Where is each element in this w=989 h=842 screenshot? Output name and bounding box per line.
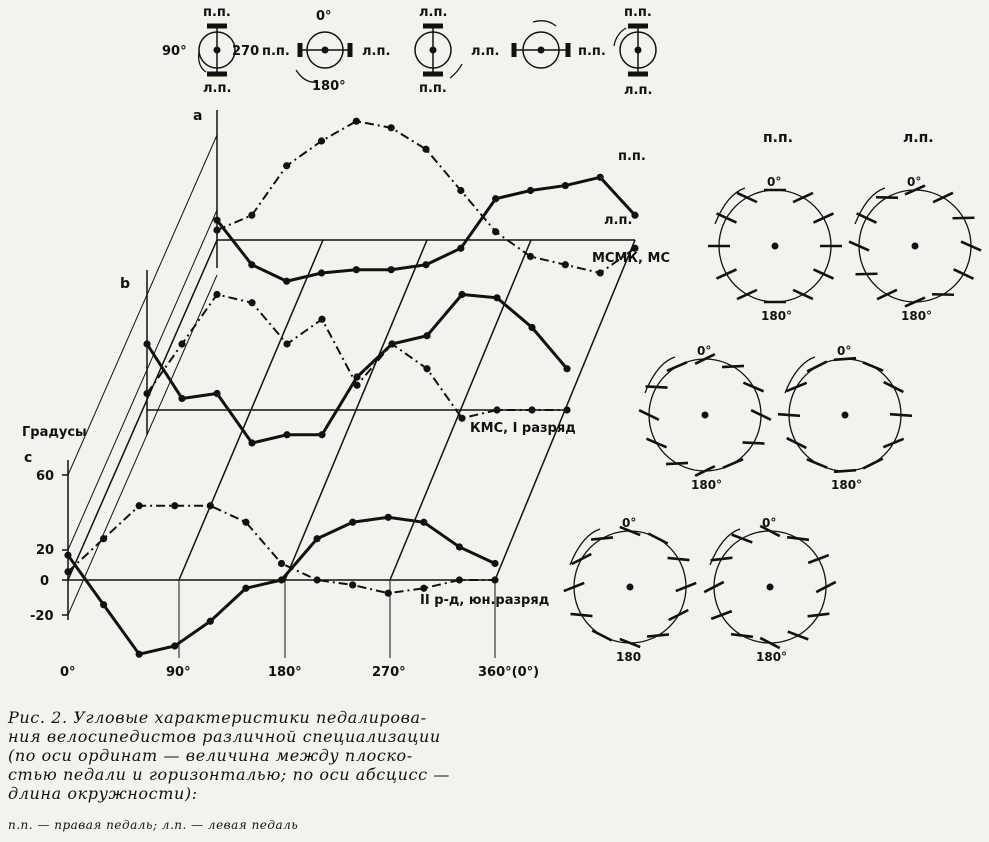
data-point: [213, 217, 220, 224]
data-point: [248, 299, 255, 306]
caption-line: (по оси ординат — величина между плоско-: [8, 746, 413, 765]
circle-pedal-label: л.п.: [903, 130, 934, 146]
chart-frame: [62, 110, 635, 658]
caption-line: Рис. 2. Угловые характеристики педалирова-: [8, 708, 427, 727]
data-point: [100, 535, 107, 542]
pedal-angle-mark: [732, 535, 753, 543]
caption-line: длина окружности):: [8, 784, 198, 803]
pedal-angle-mark: [711, 558, 733, 561]
strip-side-label-lp: л.п.: [362, 44, 391, 59]
pedal-angle-mark: [669, 610, 689, 620]
pedal-angle-mark: [808, 555, 829, 563]
data-point: [493, 294, 500, 301]
pedal-angle-mark: [648, 533, 668, 543]
pedal-circle-center: [767, 584, 774, 591]
data-point: [528, 324, 535, 331]
x-tick-label-0: 0°: [60, 665, 76, 680]
strip-bottom-label-4: л.п.: [624, 83, 653, 98]
panel-label-a: a: [193, 108, 203, 124]
data-point: [385, 590, 392, 597]
pedal-angle-mark: [863, 362, 883, 370]
pedal-angle-mark: [814, 269, 834, 278]
data-point: [388, 340, 395, 347]
pedal-angle-mark: [890, 414, 912, 416]
pedal-angle-mark: [722, 366, 744, 367]
data-point: [171, 502, 178, 509]
pedal-circle-center: [842, 412, 849, 419]
data-point: [458, 415, 465, 422]
strip-bottom-label-1: л.п.: [203, 81, 232, 96]
data-point: [388, 124, 395, 131]
data-point: [318, 137, 325, 144]
pedal-angle-mark: [807, 362, 827, 372]
data-point: [283, 340, 290, 347]
data-point: [353, 373, 360, 380]
pedal-angle-mark: [743, 383, 763, 392]
data-point: [458, 291, 465, 298]
strip-side-label-270: 270: [232, 44, 260, 59]
data-point: [213, 291, 220, 298]
series-layer: [64, 118, 638, 658]
pedal-circle-center: [772, 243, 779, 250]
pedal-angle-mark: [711, 611, 732, 619]
caption-line: ния велосипедистов различной специализации: [8, 727, 441, 746]
pedal-angle-mark: [883, 439, 903, 447]
strip-top-label-2: 0°: [316, 9, 332, 24]
pedal-angle-mark: [953, 218, 975, 219]
data-point: [423, 332, 430, 339]
data-point: [100, 601, 107, 608]
group-label-c: II р-д, юн.разряд: [420, 593, 550, 608]
data-point: [385, 514, 392, 521]
circle-bottom-label: 180°: [691, 478, 723, 492]
y-tick-label-20: 20: [36, 543, 55, 558]
pedal-angle-mark: [856, 274, 878, 275]
circle-top-label: 0°: [767, 175, 782, 189]
data-point: [631, 212, 638, 219]
data-point: [457, 187, 464, 194]
data-point: [349, 519, 356, 526]
data-point: [248, 439, 255, 446]
pedal-angle-mark: [646, 386, 668, 387]
data-point: [242, 585, 249, 592]
data-point: [283, 431, 290, 438]
series-line-c-right: [68, 517, 495, 654]
data-point: [491, 576, 498, 583]
data-point: [422, 146, 429, 153]
pedal-angle-mark: [571, 614, 593, 616]
pedal-angle-mark: [788, 632, 809, 640]
data-point: [456, 543, 463, 550]
pedal-angle-mark: [863, 459, 883, 469]
pedal-circle-center: [627, 584, 634, 591]
data-point: [493, 406, 500, 413]
data-point: [597, 269, 604, 276]
pedal-angle-mark: [723, 459, 743, 468]
pedal-angle-mark: [592, 630, 612, 640]
data-point: [278, 576, 285, 583]
pedal-angle-mark: [787, 537, 809, 540]
data-point: [349, 581, 356, 588]
pedal-angle-mark: [884, 382, 904, 392]
data-point: [207, 502, 214, 509]
circle-bottom-label: 180°: [831, 478, 863, 492]
circle-bottom-label: 180: [616, 650, 642, 664]
pedal-strip-labels: [162, 5, 652, 98]
data-point: [283, 278, 290, 285]
pedal-angle-mark: [954, 269, 974, 278]
caption-legend: п.п. — правая педаль; л.п. — левая педаль: [8, 818, 299, 832]
data-point: [143, 340, 150, 347]
data-point: [313, 535, 320, 542]
data-point: [491, 560, 498, 567]
circle-diagrams: [564, 130, 981, 664]
data-point: [136, 502, 143, 509]
pedal-angle-mark: [932, 294, 954, 295]
circle-bottom-label: 180°: [756, 650, 788, 664]
panel-label-c: c: [24, 450, 33, 466]
data-point: [492, 228, 499, 235]
pedal-angle-mark: [668, 558, 690, 560]
y-tick-label-0: 0: [40, 574, 50, 589]
data-point: [278, 560, 285, 567]
series-label-pp-a: п.п.: [618, 149, 646, 164]
strip-side-label-lp-2: л.п.: [471, 44, 500, 59]
rotation-arrow-icon: [785, 357, 815, 393]
data-point: [492, 195, 499, 202]
data-point: [423, 365, 430, 372]
data-point: [207, 618, 214, 625]
data-point: [64, 552, 71, 559]
series-line-a-left: [217, 121, 635, 273]
strip-side-label-pp-2: п.п.: [578, 44, 606, 59]
data-point: [388, 266, 395, 273]
data-point: [313, 576, 320, 583]
group-label-a: МСМК, МС: [592, 251, 670, 266]
pedal-angle-mark: [807, 459, 827, 467]
pedal-angle-mark: [778, 414, 800, 416]
data-point: [353, 266, 360, 273]
pedal-angle-mark: [731, 634, 753, 637]
data-point: [457, 245, 464, 252]
circle-bottom-label: 180°: [761, 309, 793, 323]
data-point: [563, 406, 570, 413]
data-point: [143, 390, 150, 397]
pedal-angle-mark: [591, 537, 613, 539]
data-point: [318, 431, 325, 438]
strip-top-label-1: п.п.: [203, 5, 231, 20]
data-point: [248, 261, 255, 268]
strip-top-label-4: п.п.: [624, 5, 652, 20]
series-label-lp-a: л.п.: [604, 213, 633, 228]
caption-line: стью педали и горизонталью; по оси абсцисс —: [8, 765, 450, 784]
data-point: [420, 585, 427, 592]
data-point: [527, 187, 534, 194]
pedal-circle-center: [912, 243, 919, 250]
panel-label-b: b: [120, 276, 131, 292]
pedal-angle-mark: [834, 470, 856, 472]
pedal-angle-mark: [834, 358, 856, 360]
data-point: [456, 576, 463, 583]
data-point: [562, 182, 569, 189]
data-point: [563, 365, 570, 372]
circle-top-label: 0°: [697, 344, 712, 358]
circle-top-label: 0°: [622, 516, 637, 530]
data-point: [171, 642, 178, 649]
y-axis-label: Градусы: [22, 425, 87, 440]
strip-bottom-label-2: 180°: [312, 79, 346, 94]
data-point: [248, 212, 255, 219]
circle-top-label: 0°: [907, 175, 922, 189]
data-point: [213, 227, 220, 234]
rotation-arrow-icon: [570, 529, 600, 565]
data-point: [213, 390, 220, 397]
data-point: [562, 261, 569, 268]
y-tick-label-60: 60: [36, 469, 55, 484]
strip-bottom-label-3: п.п.: [419, 81, 447, 96]
data-point: [420, 519, 427, 526]
pedal-angle-mark: [717, 269, 737, 278]
data-point: [318, 269, 325, 276]
x-tick-label-90: 90°: [166, 665, 191, 680]
data-point: [64, 568, 71, 575]
data-point: [353, 118, 360, 125]
circle-bottom-label: 180°: [901, 309, 933, 323]
data-point: [527, 253, 534, 260]
pedal-circle-center: [702, 412, 709, 419]
x-tick-label-180: 180°: [268, 665, 302, 680]
strip-side-label-pp: п.п.: [262, 44, 290, 59]
x-tick-label-360: 360°(0°): [478, 665, 540, 680]
pedal-angle-mark: [647, 634, 669, 636]
series-line-b-left: [147, 295, 567, 419]
pedal-angle-mark: [808, 614, 830, 617]
pedal-angle-mark: [787, 438, 807, 448]
circle-top-label: 0°: [762, 516, 777, 530]
data-point: [318, 316, 325, 323]
strip-side-label-90: 90°: [162, 44, 187, 59]
data-point: [283, 162, 290, 169]
pedal-angle-mark: [646, 439, 666, 448]
strip-top-label-3: л.п.: [419, 5, 448, 20]
y-tick-label-neg20: -20: [30, 609, 54, 624]
data-point: [528, 406, 535, 413]
x-tick-label-270: 270°: [372, 665, 406, 680]
circle-top-label: 0°: [837, 344, 852, 358]
figure-caption: [8, 708, 488, 803]
pedal-angle-mark: [666, 463, 688, 464]
pedal-angle-mark: [876, 197, 898, 198]
data-point: [178, 340, 185, 347]
pedal-angle-mark: [667, 362, 687, 371]
pedal-angle-mark: [743, 442, 765, 443]
data-point: [422, 261, 429, 268]
pedal-angle-mark: [814, 213, 834, 222]
data-point: [136, 651, 143, 658]
data-point: [353, 382, 360, 389]
circle-pedal-label: п.п.: [763, 130, 793, 146]
data-point: [242, 519, 249, 526]
data-point: [597, 174, 604, 181]
group-label-b: КМС, I разряд: [470, 421, 576, 436]
data-point: [178, 395, 185, 402]
